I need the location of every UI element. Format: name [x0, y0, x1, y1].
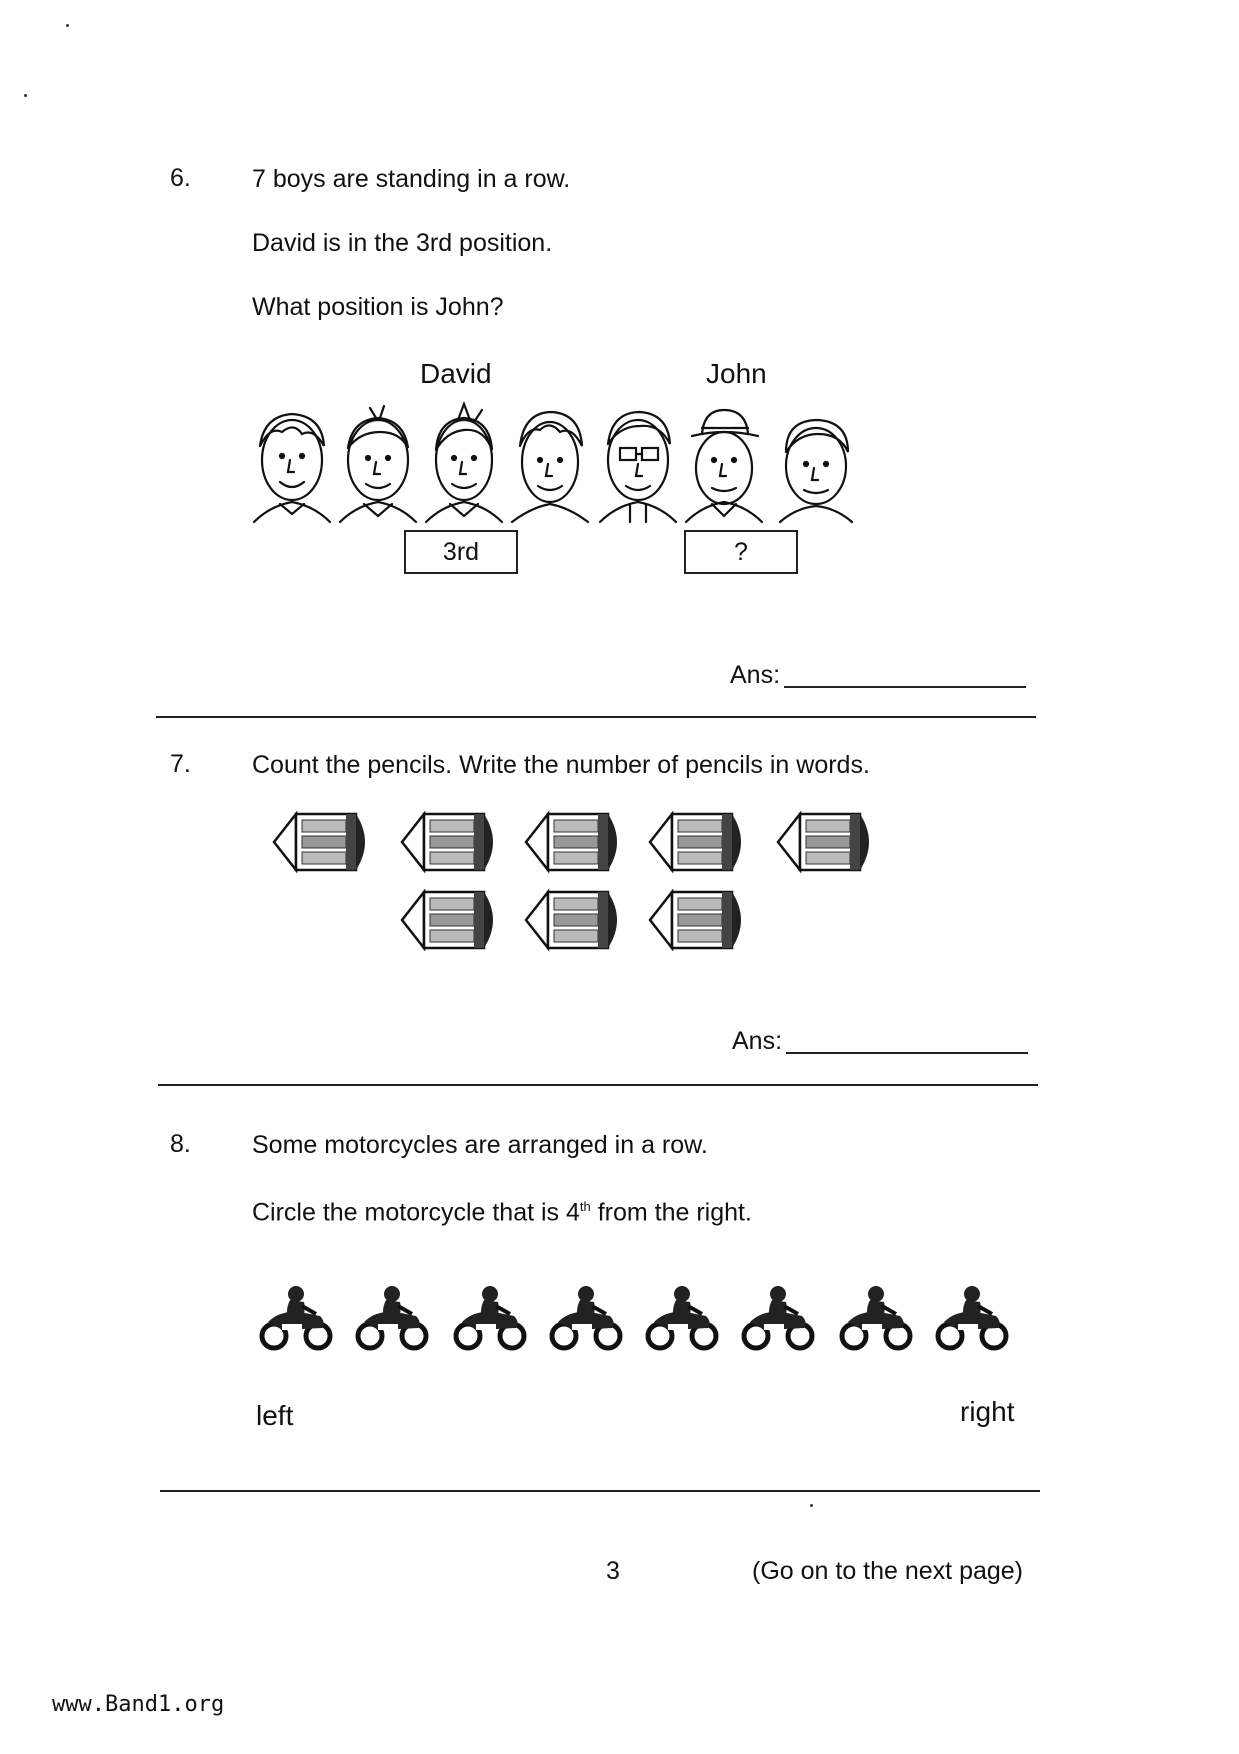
boy-3-david-figure	[426, 404, 502, 522]
pencil-5	[778, 814, 869, 870]
next-page-note: (Go on to the next page)	[752, 1557, 1024, 1585]
motorcycle-2	[358, 1286, 426, 1348]
question-7-line-1: Count the pencils. Write the number of pencils in words.	[252, 751, 870, 779]
pencil-6	[402, 892, 493, 948]
question-6-line-3: What position is John?	[252, 293, 504, 321]
boy-1-figure	[254, 414, 330, 522]
question-6-answer-label: Ans:	[730, 661, 781, 689]
pencils-illustration	[270, 808, 890, 978]
question-6-answer-line[interactable]	[784, 686, 1026, 688]
left-label: left	[256, 1400, 294, 1431]
motorcycle-3	[456, 1286, 524, 1348]
motorcycle-4	[552, 1286, 620, 1348]
scan-dot	[810, 1504, 813, 1507]
scan-dot	[66, 24, 69, 27]
page-number: 3	[606, 1557, 620, 1585]
ordinal-suffix: th	[579, 1199, 591, 1214]
right-label: right	[960, 1396, 1015, 1427]
motorcycle-8	[938, 1286, 1006, 1348]
motorcycle-5	[648, 1286, 716, 1348]
boy-5-figure	[600, 412, 676, 522]
label-david: David	[420, 358, 492, 389]
question-7-number: 7.	[170, 750, 191, 778]
boy-7-figure	[780, 420, 852, 522]
david-position-box: 3rd	[404, 530, 518, 574]
motorcycle-7	[842, 1286, 910, 1348]
question-8-line-2-end: from the right.	[590, 1198, 752, 1227]
motorcycle-1	[262, 1286, 330, 1348]
question-6-number: 6.	[170, 164, 191, 192]
label-john: John	[706, 358, 767, 389]
scan-dot	[24, 94, 27, 97]
boy-2-figure	[340, 406, 416, 522]
pencil-8	[650, 892, 741, 948]
pencil-7	[526, 892, 617, 948]
question-6-line-2: David is in the 3rd position.	[252, 229, 553, 257]
question-7-answer-line[interactable]	[786, 1052, 1028, 1054]
motorcycle-6	[744, 1286, 812, 1348]
pencil-4	[650, 814, 741, 870]
boy-6-john-figure	[686, 410, 762, 522]
boy-4-figure	[512, 412, 588, 522]
pencil-3	[526, 814, 617, 870]
boys-row-illustration	[250, 398, 870, 528]
question-8-number: 8.	[170, 1130, 191, 1158]
motorcycles-row-illustration	[258, 1282, 1038, 1362]
question-8-line-1: Some motorcycles are arranged in a row.	[252, 1131, 708, 1159]
watermark-url: www.Band1.org	[52, 1692, 225, 1717]
question-8-line-2	[252, 1192, 752, 1227]
question-6-line-1: 7 boys are standing in a row.	[252, 165, 571, 193]
pencil-2	[402, 814, 493, 870]
john-position-box: ?	[684, 530, 798, 574]
question-7-answer-label: Ans:	[732, 1027, 783, 1055]
section-divider	[158, 1084, 1038, 1086]
section-divider	[160, 1490, 1040, 1492]
section-divider	[156, 716, 1036, 718]
pencil-1	[274, 814, 365, 870]
question-8-line-2-start: Circle the motorcycle that is 4	[252, 1198, 580, 1227]
